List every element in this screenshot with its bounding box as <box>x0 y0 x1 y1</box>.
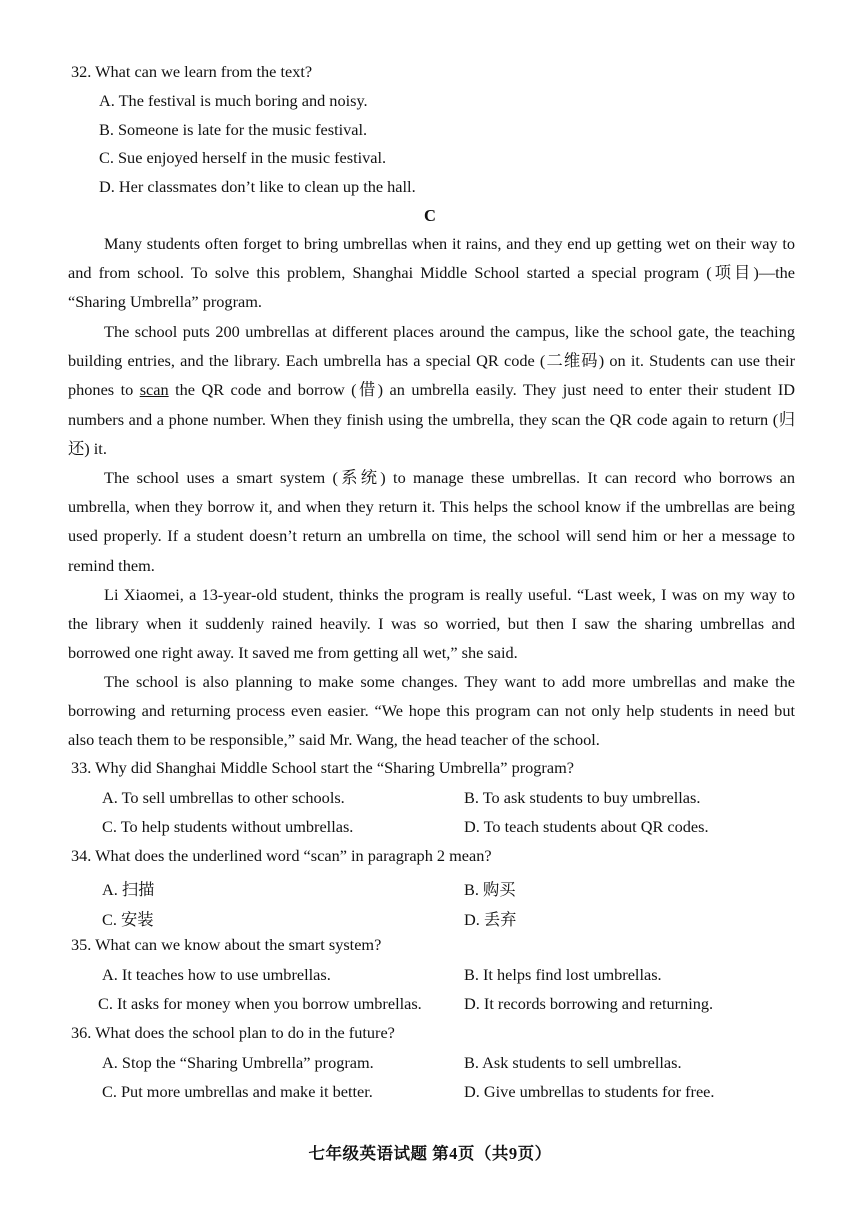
question-34-option-b: B. 购买 <box>464 880 516 899</box>
question-32-option-b: B. Someone is late for the music festival. <box>99 120 368 139</box>
question-36-option-a: A. Stop the “Sharing Umbrella” program. <box>102 1053 374 1072</box>
page-footer: 七年级英语试题 第4页（共9页） <box>308 1144 552 1163</box>
question-34-option-a: A. 扫描 <box>102 880 155 899</box>
passage-paragraph-1: Many students often forget to bring umbrellas when it rains, and they end up getting wet on their way to and from school. To solve this problem, Shanghai Middle School started a special program (项目)—the “Sharing Umbrella” program. <box>68 234 795 312</box>
question-32-option-a: A. The festival is much boring and noisy. <box>99 91 368 110</box>
question-36-option-c: C. Put more umbrellas and make it better. <box>102 1082 373 1101</box>
passage-paragraph-4: Li Xiaomei, a 13-year-old student, thinks the program is really useful. “Last week, I was on my way to the library when it suddenly rained heavily. I was so worried, but then I saw the sharing umbrellas and borrowed one right away. It saved me from getting all wet,” she said. <box>68 585 795 663</box>
section-c-heading: C <box>424 206 436 225</box>
question-32-option-c: C. Sue enjoyed herself in the music festival. <box>99 148 387 167</box>
question-35-option-a: A. It teaches how to use umbrellas. <box>102 965 331 984</box>
question-34-stem: 34. What does the underlined word “scan” in paragraph 2 mean? <box>71 846 492 865</box>
question-33-option-b: B. To ask students to buy umbrellas. <box>464 788 701 807</box>
question-36-stem: 36. What does the school plan to do in the future? <box>71 1023 395 1042</box>
paragraph-2-text-end: the QR code and borrow (借) an umbrella easily. They just need to enter their student ID numbers and a phone number. When they finish using the umbrella, they scan the QR code again to return (归还) it. <box>68 380 796 458</box>
question-33-stem: 33. Why did Shanghai Middle School start the “Sharing Umbrella” program? <box>71 758 574 777</box>
underlined-word-scan: scan <box>139 380 169 400</box>
question-33-option-d: D. To teach students about QR codes. <box>464 817 709 836</box>
passage-paragraph-3: The school uses a smart system (系统) to manage these umbrellas. It can record who borrows an umbrella, when they borrow it, and when they return it. This helps the school know if the umbrellas are being used properly. If a student doesn’t return an umbrella on time, the school will send him or her a message to remind them. <box>68 468 795 575</box>
question-36-option-d: D. Give umbrellas to students for free. <box>464 1082 715 1101</box>
question-35-option-d: D. It records borrowing and returning. <box>464 994 714 1013</box>
question-35-stem: 35. What can we know about the smart system? <box>71 935 382 954</box>
question-35-option-c: C. It asks for money when you borrow umbrellas. <box>98 994 422 1013</box>
passage-paragraph-2 <box>68 317 795 463</box>
question-32-option-d: D. Her classmates don’t like to clean up the hall. <box>99 177 416 196</box>
question-32-stem: 32. What can we learn from the text? <box>71 62 313 81</box>
paragraph-2-text-start: The school puts 200 umbrellas at different places around the campus, like the school gate, the teaching building entries, and the library. Each umbrella has a special QR code (二维码) on it. Students can use their phones to <box>68 322 795 400</box>
question-34-option-d: D. 丢弃 <box>464 910 517 929</box>
question-33-option-a: A. To sell umbrellas to other schools. <box>102 788 345 807</box>
question-35-option-b: B. It helps find lost umbrellas. <box>464 965 662 984</box>
question-33-option-c: C. To help students without umbrellas. <box>102 817 354 836</box>
passage-paragraph-5: The school is also planning to make some changes. They want to add more umbrellas and make the borrowing and returning process even easier. “We hope this program can not only help students in need but also teach them to be responsible,” said Mr. Wang, the head teacher of the school. <box>68 672 795 750</box>
question-36-option-b: B. Ask students to sell umbrellas. <box>464 1053 682 1072</box>
question-34-option-c: C. 安装 <box>102 910 154 929</box>
